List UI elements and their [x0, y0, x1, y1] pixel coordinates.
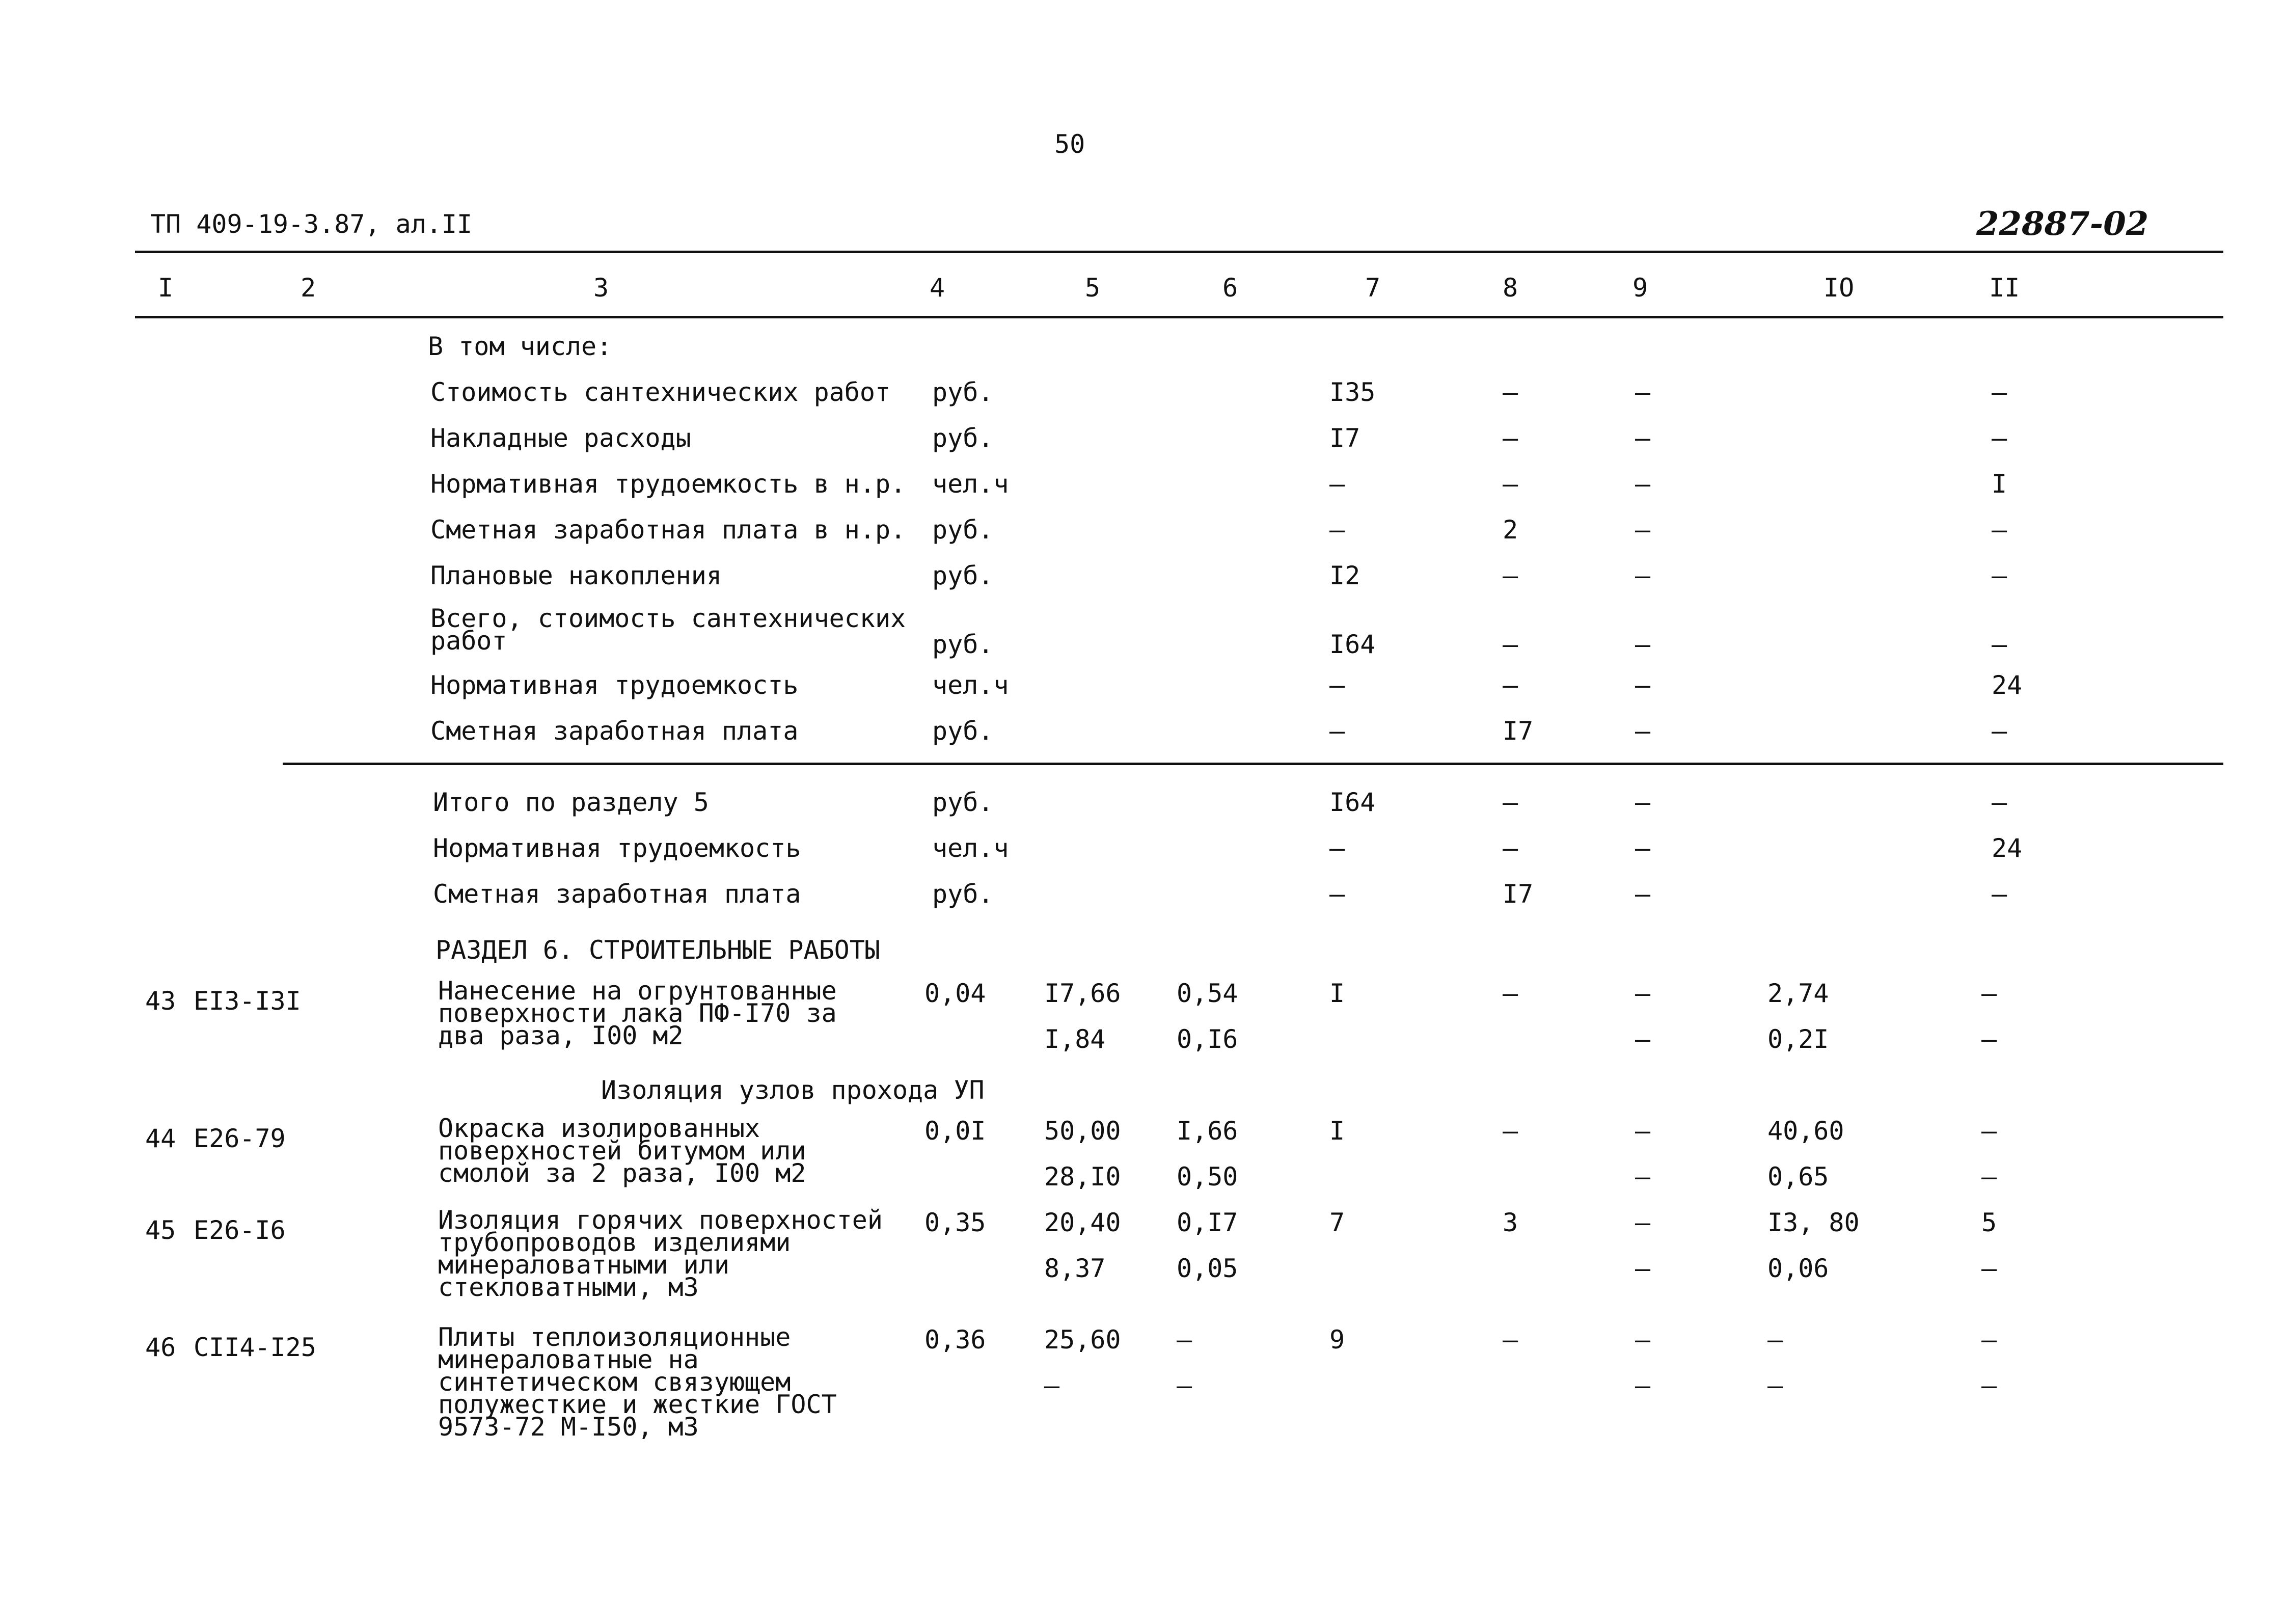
- subtotal-row-unit: руб.: [932, 716, 994, 746]
- column-header: IO: [1824, 273, 1855, 303]
- item-col10-b: –: [1767, 1371, 1783, 1400]
- subtotal-row-col9: –: [1635, 423, 1651, 453]
- item-col6-b: –: [1177, 1371, 1192, 1400]
- item-quantity: 0,04: [924, 979, 986, 1008]
- item-number: 44: [145, 1124, 176, 1153]
- item-col9-b: –: [1635, 1024, 1651, 1054]
- doc-code: ТП 409-19-3.87, ал.II: [150, 209, 473, 239]
- subtotal-row-col9: –: [1635, 515, 1651, 545]
- subtotal-row-col8: –: [1503, 469, 1518, 499]
- subtotal-row-col8: –: [1503, 377, 1518, 407]
- subtotal-row-unit: руб.: [932, 561, 994, 590]
- section-total-row-name: Нормативная трудоемкость: [433, 833, 801, 863]
- item-col9-a: –: [1635, 1325, 1651, 1355]
- column-header: 6: [1222, 273, 1238, 303]
- section-total-row-col11: –: [1992, 788, 2007, 817]
- subtotal-row-name: Нормативная трудоемкость в н.р.: [430, 469, 906, 499]
- subtotal-row-col11: –: [1992, 377, 2007, 407]
- subtotal-row-unit: руб.: [932, 423, 994, 453]
- subtotal-row-name: Накладные расходы: [430, 423, 691, 453]
- section-total-row-col8: I7: [1503, 879, 1534, 909]
- subtotal-row-col8: –: [1503, 630, 1518, 659]
- section-total-row-col11: –: [1992, 879, 2007, 909]
- item-col5-a: I7,66: [1044, 979, 1121, 1008]
- section-total-row-name: Итого по разделу 5: [433, 788, 709, 817]
- item-col10-a: I3, 80: [1767, 1208, 1860, 1237]
- item-number: 46: [145, 1333, 176, 1362]
- item-col8: –: [1503, 1325, 1518, 1355]
- section6-subheading: Изоляция узлов прохода УП: [601, 1075, 985, 1105]
- item-col9-a: –: [1635, 979, 1651, 1008]
- item-col5-b: I,84: [1044, 1024, 1106, 1054]
- item-description: Нанесение на огрунтованные поверхности лака ПФ-I70 за два раза, I00 м2: [438, 976, 837, 1050]
- item-col11-b: –: [1981, 1162, 1997, 1192]
- subtotal-row-col7: I7: [1329, 423, 1360, 453]
- item-col6-a: I,66: [1177, 1116, 1238, 1146]
- item-col10-a: –: [1767, 1325, 1783, 1355]
- item-col7: I: [1329, 979, 1345, 1008]
- item-col6-b: 0,I6: [1177, 1024, 1238, 1054]
- subtotal-row-col8: –: [1503, 561, 1518, 590]
- subtotal-row-col11: I: [1992, 469, 2007, 499]
- item-col5-a: 25,60: [1044, 1325, 1121, 1355]
- subtotal-row-col9: –: [1635, 630, 1651, 659]
- subtotal-row-unit: чел.ч: [932, 670, 1009, 700]
- subtotal-row-col8: I7: [1503, 716, 1534, 746]
- subtotal-row-col8: –: [1503, 670, 1518, 700]
- item-col7: 9: [1329, 1325, 1345, 1355]
- item-quantity: 0,35: [924, 1208, 986, 1237]
- item-col8: –: [1503, 979, 1518, 1008]
- subtotal-row-col8: –: [1503, 423, 1518, 453]
- item-col7: I: [1329, 1116, 1345, 1146]
- subtotal-row-col9: –: [1635, 716, 1651, 746]
- subtotal-row-col7: I64: [1329, 630, 1376, 659]
- item-col11-a: –: [1981, 979, 1997, 1008]
- item-col8: 3: [1503, 1208, 1518, 1237]
- item-col9-b: –: [1635, 1371, 1651, 1400]
- section-total-row-unit: руб.: [932, 788, 994, 817]
- item-code: E26-79: [194, 1124, 286, 1153]
- column-header: 7: [1365, 273, 1381, 303]
- item-code: CII4-I25: [194, 1333, 316, 1362]
- item-col11-a: –: [1981, 1325, 1997, 1355]
- item-col6-b: 0,05: [1177, 1254, 1238, 1283]
- item-quantity: 0,36: [924, 1325, 986, 1355]
- subtotal-row-col11: –: [1992, 716, 2007, 746]
- section-total-row-col11: 24: [1992, 833, 2023, 863]
- section-total-row-col9: –: [1635, 879, 1651, 909]
- column-header: 2: [301, 273, 316, 303]
- item-col6-a: 0,54: [1177, 979, 1238, 1008]
- item-col10-a: 40,60: [1767, 1116, 1844, 1146]
- subtotal-row-col11: 24: [1992, 670, 2023, 700]
- column-header: 5: [1085, 273, 1101, 303]
- item-col11-b: –: [1981, 1371, 1997, 1400]
- item-col11-b: –: [1981, 1024, 1997, 1054]
- subtotal-row-col9: –: [1635, 469, 1651, 499]
- subtotal-row-col7: I2: [1329, 561, 1360, 590]
- section-total-row-col8: –: [1503, 833, 1518, 863]
- item-col10-b: 0,65: [1767, 1162, 1829, 1192]
- section-total-row-unit: чел.ч: [932, 833, 1009, 863]
- table-top-rule: [135, 251, 2223, 253]
- item-col5-b: 28,I0: [1044, 1162, 1121, 1192]
- section-total-row-col9: –: [1635, 833, 1651, 863]
- subtotal-row-col9: –: [1635, 561, 1651, 590]
- subtotal-row-name: Всего, стоимость сантехнических работ: [430, 604, 906, 656]
- subtotal-row-unit: руб.: [932, 377, 994, 407]
- item-col7: 7: [1329, 1208, 1345, 1237]
- section-total-row-name: Сметная заработная плата: [433, 879, 801, 909]
- column-header: 3: [593, 273, 609, 303]
- item-col10-b: 0,2I: [1767, 1024, 1829, 1054]
- section-total-row-col7: –: [1329, 879, 1345, 909]
- subtotal-row-name: Нормативная трудоемкость: [430, 670, 799, 700]
- item-col11-a: –: [1981, 1116, 1997, 1146]
- item-col9-a: –: [1635, 1116, 1651, 1146]
- column-header: 8: [1503, 273, 1518, 303]
- section-total-row-unit: руб.: [932, 879, 994, 909]
- item-col5-b: 8,37: [1044, 1254, 1106, 1283]
- item-quantity: 0,0I: [924, 1116, 986, 1146]
- section-total-row-col9: –: [1635, 788, 1651, 817]
- subtotal-rule: [283, 763, 2223, 765]
- item-col11-b: –: [1981, 1254, 1997, 1283]
- item-col11-a: 5: [1981, 1208, 1997, 1237]
- item-col10-a: 2,74: [1767, 979, 1829, 1008]
- column-header: 9: [1632, 273, 1648, 303]
- subtotal-row-col11: –: [1992, 515, 2007, 545]
- item-col9-b: –: [1635, 1162, 1651, 1192]
- item-description: Плиты теплоизоляционные минераловатные на синтетическом связующем полужесткие и жесткие ГОСТ 9573-72 М-I50, м3: [438, 1322, 837, 1442]
- item-col9-b: –: [1635, 1254, 1651, 1283]
- subtotal-row-unit: руб.: [932, 515, 994, 545]
- item-col6-a: –: [1177, 1325, 1192, 1355]
- item-col5-a: 20,40: [1044, 1208, 1121, 1237]
- column-header: 4: [930, 273, 945, 303]
- item-description: Изоляция горячих поверхностей трубопроводов изделиями минераловатными или стекловатными, м3: [438, 1205, 883, 1302]
- subtotal-row-name: Сметная заработная плата: [430, 716, 799, 746]
- subtotal-row-col9: –: [1635, 670, 1651, 700]
- section6-title: РАЗДЕЛ 6. СТРОИТЕЛЬНЫЕ РАБОТЫ: [436, 935, 880, 965]
- item-col5-a: 50,00: [1044, 1116, 1121, 1146]
- item-col5-b: –: [1044, 1371, 1060, 1400]
- item-code: E26-I6: [194, 1215, 286, 1245]
- item-col6-b: 0,50: [1177, 1162, 1238, 1192]
- item-code: EI3-I3I: [194, 986, 301, 1016]
- section-total-row-col8: –: [1503, 788, 1518, 817]
- handwritten-number: 22887-02: [1976, 205, 2149, 243]
- subtotal-row-col11: –: [1992, 423, 2007, 453]
- item-number: 45: [145, 1215, 176, 1245]
- subtotal-row-col7: –: [1329, 515, 1345, 545]
- subtotal-row-col8: 2: [1503, 515, 1518, 545]
- column-header: II: [1989, 273, 2020, 303]
- column-header: I: [158, 273, 174, 303]
- subtotal-row-col7: –: [1329, 716, 1345, 746]
- item-col6-a: 0,I7: [1177, 1208, 1238, 1237]
- section-total-row-col7: I64: [1329, 788, 1376, 817]
- item-number: 43: [145, 986, 176, 1016]
- header-bottom-rule: [135, 316, 2223, 318]
- page-number: 50: [1054, 129, 1085, 159]
- item-description: Окраска изолированных поверхностей битумом или смолой за 2 раза, I00 м2: [438, 1114, 806, 1188]
- item-col10-b: 0,06: [1767, 1254, 1829, 1283]
- subtotal-row-col7: –: [1329, 670, 1345, 700]
- subtotal-row-unit: чел.ч: [932, 469, 1009, 499]
- subtotal-row-col11: –: [1992, 561, 2007, 590]
- subtotal-row-name: Сметная заработная плата в н.р.: [430, 515, 906, 545]
- section-total-row-col7: –: [1329, 833, 1345, 863]
- subtotal-row-name: Стоимость сантехнических работ: [430, 377, 891, 407]
- item-col9-a: –: [1635, 1208, 1651, 1237]
- subtotal-row-col7: I35: [1329, 377, 1376, 407]
- subtotal-row-col7: –: [1329, 469, 1345, 499]
- subtotal-row-name: Плановые накопления: [430, 561, 722, 590]
- subtotal-row-col11: –: [1992, 630, 2007, 659]
- subtotal-row-unit: руб.: [932, 630, 994, 659]
- item-col8: –: [1503, 1116, 1518, 1146]
- subtotal-intro: В том числе:: [428, 332, 612, 361]
- subtotal-row-col9: –: [1635, 377, 1651, 407]
